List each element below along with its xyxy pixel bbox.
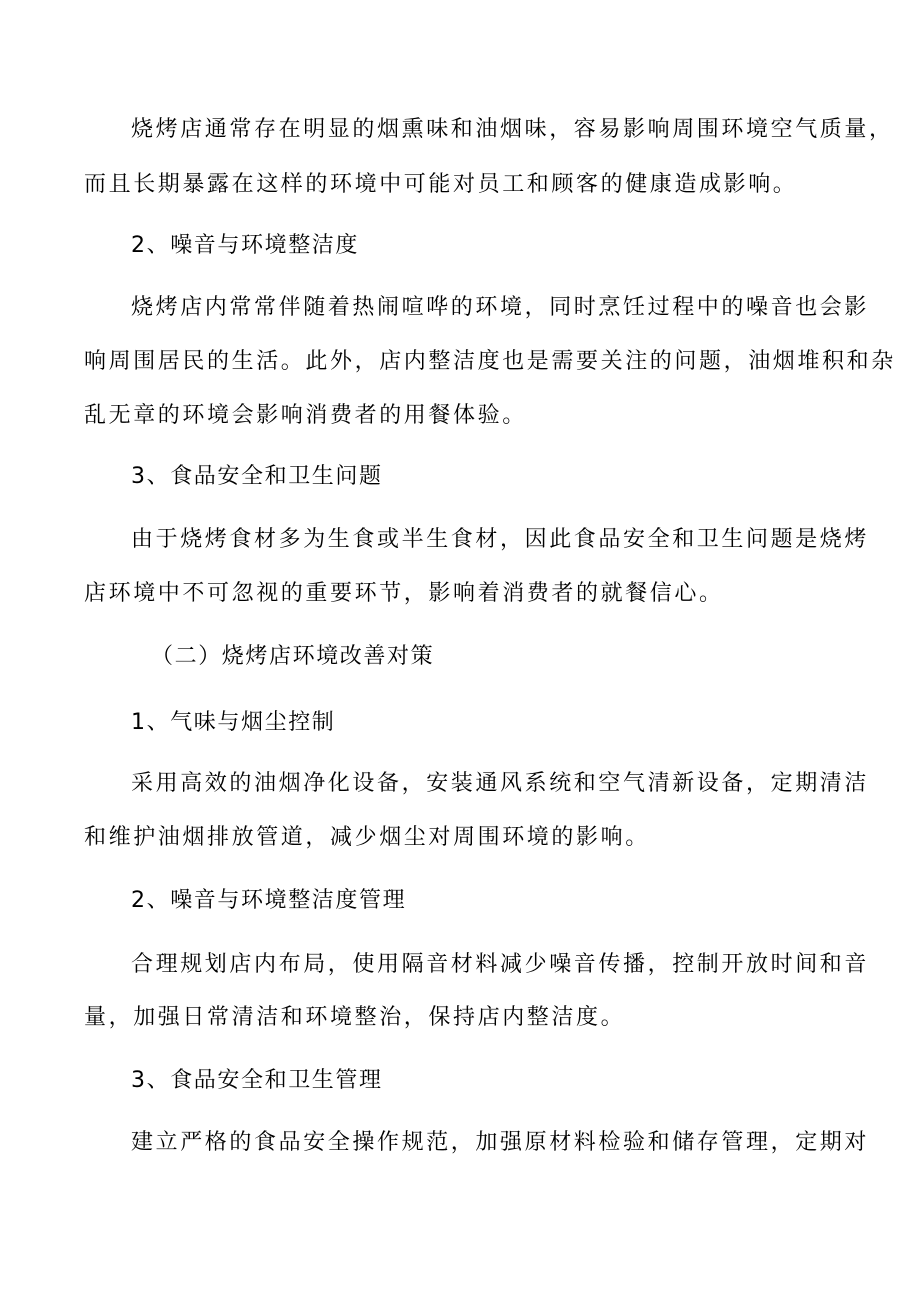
chapter-title: （二）烧烤店环境改善对策: [151, 644, 435, 669]
section-heading: 2、噪音与环境整洁度管理: [131, 888, 407, 913]
paragraph-line: 响周围居民的生活。此外，店内整洁度也是需要关注的问题，油烟堆积和杂: [84, 349, 896, 374]
paragraph-line: 建立严格的食品安全操作规范，加强原材料检验和储存管理，定期对: [131, 1130, 870, 1155]
paragraph-line: 和维护油烟排放管道，减少烟尘对周围环境的影响。: [84, 825, 650, 850]
section-heading: 2、噪音与环境整洁度: [131, 233, 359, 258]
paragraph-line: 合理规划店内布局，使用隔音材料减少噪音传播，控制开放时间和音: [131, 952, 870, 977]
section-heading: 3、食品安全和卫生问题: [131, 464, 383, 489]
paragraph-line: 由于烧烤食材多为生食或半生食材，因此食品安全和卫生问题是烧烤: [131, 527, 870, 552]
paragraph-line: 店环境中不可忽视的重要环节，影响着消费者的就餐信心。: [84, 581, 724, 606]
paragraph-line: 烧烤店通常存在明显的烟熏味和油烟味，容易影响周围环境空气质量，: [131, 117, 894, 142]
paragraph-line: 乱无章的环境会影响消费者的用餐体验。: [84, 403, 527, 428]
paragraph-line: 采用高效的油烟净化设备，安装通风系统和空气清新设备，定期清洁: [131, 771, 870, 796]
paragraph-line: 烧烤店内常常伴随着热闹喧哗的环境，同时烹饪过程中的噪音也会影: [131, 295, 870, 320]
section-heading: 1、气味与烟尘控制: [131, 710, 336, 735]
paragraph-line: 量，加强日常清洁和环境整治，保持店内整洁度。: [84, 1005, 626, 1030]
section-heading: 3、食品安全和卫生管理: [131, 1068, 383, 1093]
paragraph-line: 而且长期暴露在这样的环境中可能对员工和顾客的健康造成影响。: [84, 172, 798, 197]
